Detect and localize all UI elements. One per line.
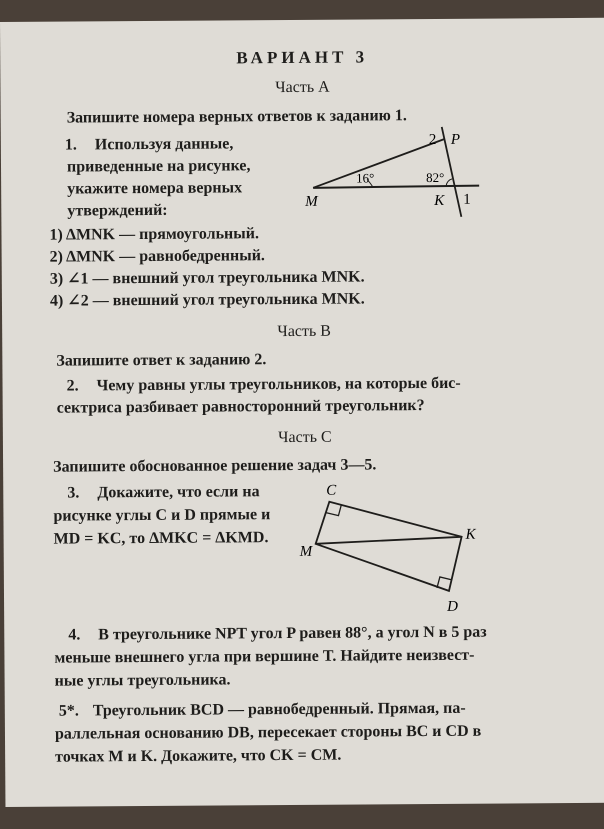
angle-2-label: 2 (428, 131, 437, 149)
task4-number: 4. (68, 626, 81, 644)
part-a-heading: Часть А (275, 78, 330, 97)
task2-line-2: сектриса разбивает равносторонний треугольник? (56, 397, 425, 417)
part-b-instruction: Запишите ответ к заданию 2. (56, 351, 267, 370)
vertex-k-label: K (434, 192, 445, 209)
angle-k-value: 82° (426, 169, 445, 186)
task4-line-3: ные углы треугольника. (54, 671, 231, 690)
task1-line-1: Используя данные, (94, 135, 234, 154)
option-4: 4) ∠2 — внешний угол треугольника MNK. (49, 290, 365, 310)
task1-line-2: приведенные на рисунке, (66, 157, 251, 176)
task4-line-1: В треугольнике NPT угол P равен 88°, а угол N в 5 раз (98, 623, 487, 644)
task5-line-2: раллельная основанию DB, пересекает стороны BC и CD в (54, 722, 482, 743)
task4-line-2: меньше внешнего угла при вершине T. Найдите неизвест- (54, 646, 475, 667)
vertex-c-label: C (326, 482, 337, 499)
vertex-m-label: M (305, 193, 318, 210)
diagonal-mk-line (316, 537, 462, 544)
option-2: 2) ΔMNK — равнобедренный. (49, 247, 265, 266)
task1-number: 1. (64, 136, 77, 154)
task3-line-1: Докажите, что если на (97, 483, 260, 502)
variant-title: ВАРИАНТ 3 (236, 47, 369, 68)
part-c-heading: Часть С (278, 428, 332, 447)
vertex-k-label-fig3: K (465, 526, 476, 543)
task3-number: 3. (67, 484, 80, 502)
task2-number: 2. (66, 377, 79, 395)
option-1: 1) ΔMNK — прямоугольный. (49, 225, 259, 244)
vertex-m-label-fig3: M (299, 543, 313, 560)
angle-1-label: 1 (463, 191, 471, 208)
part-a-instruction: Запишите номера верных ответов к заданию 1. (66, 107, 407, 127)
task5-number: 5*. (58, 702, 79, 720)
task2-line-1: Чему равны углы треугольников, на которые бис- (96, 374, 461, 395)
task3-line-3: MD = KC, то ΔMKC = ΔKMD. (53, 529, 269, 548)
task5-line-1: Треугольник BCD — равнобедренный. Прямая, па- (92, 699, 466, 720)
part-c-instruction: Запишите обоснованное решение задач 3—5. (53, 456, 377, 476)
angle-m-value: 16° (356, 170, 375, 186)
textbook-page (0, 18, 604, 807)
task5-line-3: точках M и K. Докажите, что CK = CM. (55, 746, 342, 766)
vertex-p-label: P (450, 131, 461, 148)
task1-line-3: укажите номера верных (67, 179, 243, 198)
option-3: 3) ∠1 — внешний угол треугольника MNK. (49, 268, 365, 288)
task1-line-4: утверждений: (67, 201, 168, 220)
part-b-heading: Часть В (277, 322, 332, 341)
vertex-d-label: D (447, 598, 458, 615)
task3-line-2: рисунке углы C и D прямые и (53, 506, 271, 525)
